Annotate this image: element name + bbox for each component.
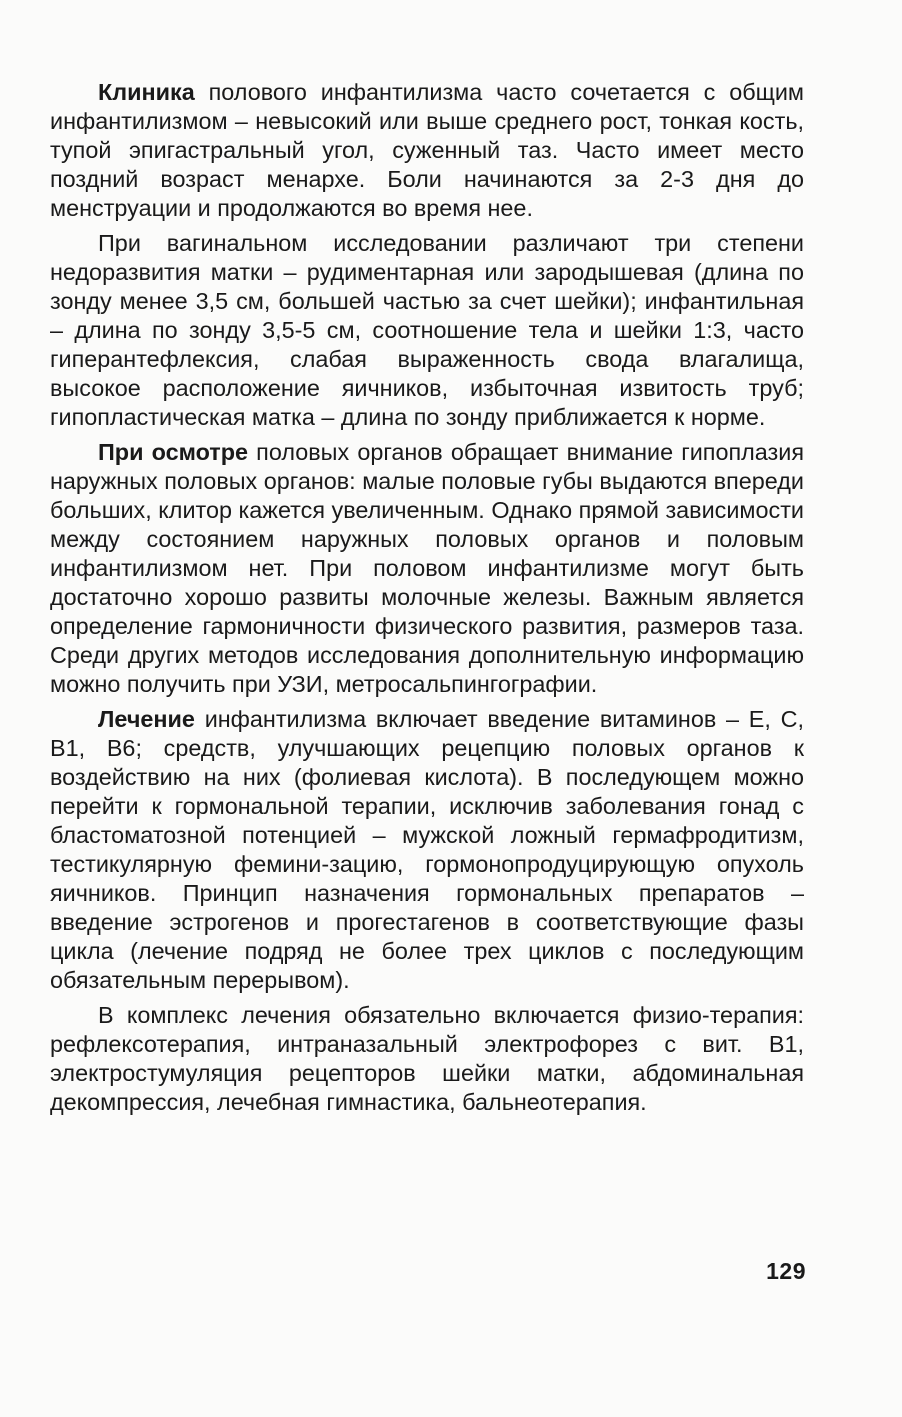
term-clinic: Клиника: [98, 79, 195, 105]
page-number: 129: [766, 1258, 806, 1284]
paragraph-physiotherapy-text: В комплекс лечения обязательно включается физио-терапия: рефлексотерапия, интраназальный электрофорез с вит. В1, электростумуляция рецепторов шейки матки, абдоминальная декомпрессия, лечебная гимнастика, бальнеотерапия.: [50, 1002, 804, 1115]
paragraph-inspection: [50, 438, 804, 699]
paragraph-inspection-text: половых органов обращает внимание гипоплазия наружных половых органов: малые половые губы выдаются впереди больших, клитор кажется увеличенным. Однако прямой зависимости между состоянием наружных половых органов и половым инфантилизмом нет. При половом инфантилизме могут быть достаточно хорошо развиты молочные железы. Важным является определение гармоничности физического развития, размеров таза. Среди других методов исследования дополнительную информацию можно получить при УЗИ, метросальпингографии.: [50, 439, 804, 697]
paragraph-clinic: [50, 78, 804, 223]
paragraph-vaginal-exam: [50, 229, 804, 432]
paragraph-treatment: [50, 705, 804, 995]
body-text: [50, 78, 804, 1123]
term-inspection: При осмотре: [98, 439, 249, 465]
paragraph-vaginal-exam-text: При вагинальном исследовании различают три степени недоразвития матки – рудиментарная или зародышевая (длина по зонду менее 3,5 см, большей частью за счет шейки); инфантильная – длина по зонду 3,5-5 см, соотношение тела и шейки 1:3, часто гиперантефлексия, слабая выраженность свода влагалища, высокое расположение яичников, избыточная извитость труб; гипопластическая матка – длина по зонду приближается к норме.: [50, 230, 804, 430]
paragraph-physiotherapy: [50, 1001, 804, 1117]
paragraph-clinic-text: полового инфантилизма часто сочетается с общим инфантилизмом – невысокий или выше среднего рост, тонкая кость, тупой эпигастральный угол, суженный таз. Часто имеет место поздний возраст менархе. Боли начинаются за 2-3 дня до менструации и продолжаются во время нее.: [50, 79, 804, 221]
paragraph-treatment-text: инфантилизма включает введение витаминов – Е, С, В1, В6; средств, улучшающих рецепцию половых органов к воздействию на них (фолиевая кислота). В последующем можно перейти к гормональной терапии, исключив заболевания гонад с бластоматозной потенцией – мужской ложный гермафродитизм, тестикулярную фемини-зацию, гормонопродуцирующую опухоль яичников. Принцип назначения гормональных препаратов – введение эстрогенов и прогестагенов в соответствующие фазы цикла (лечение подряд не более трех циклов с последующим обязательным перерывом).: [50, 706, 804, 993]
term-treatment: Лечение: [98, 706, 195, 732]
